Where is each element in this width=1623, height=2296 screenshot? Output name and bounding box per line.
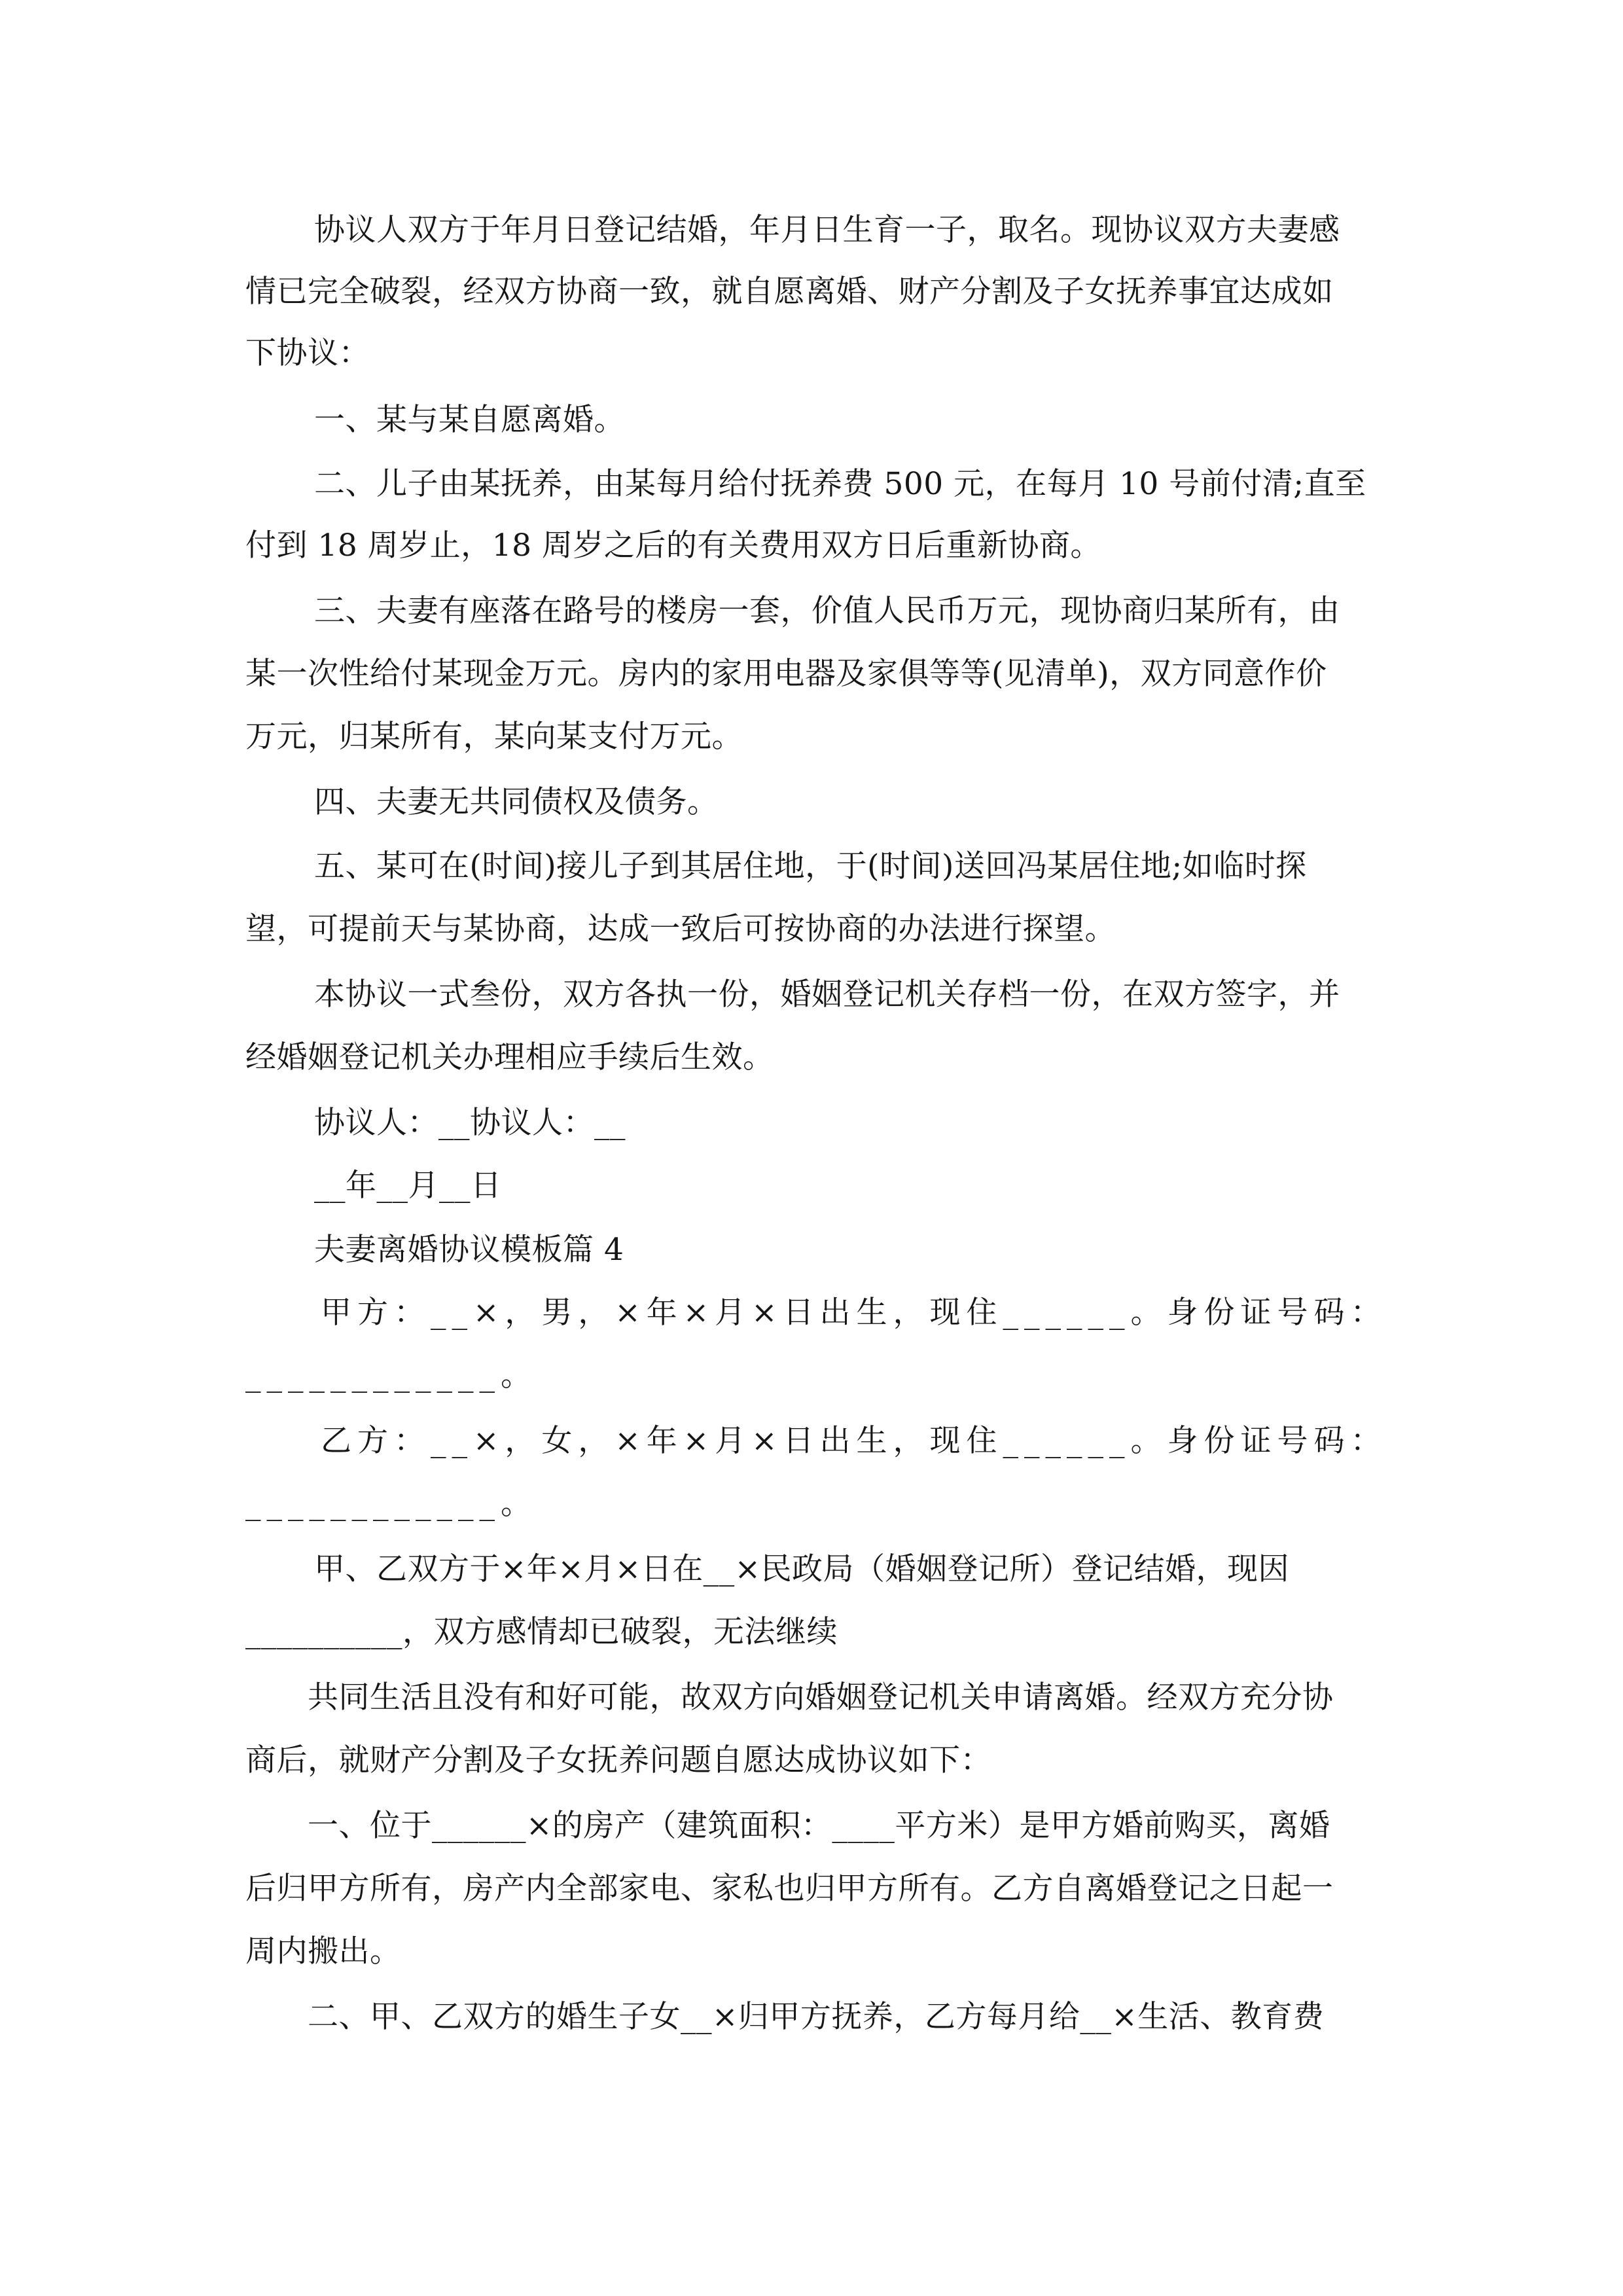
paragraph-line: 周内搬出。 (245, 1933, 401, 1969)
paragraph-line: 二、儿子由某抚养，由某每月给付抚养费 500 元，在每月 10 号前付清;直至 (314, 466, 1366, 502)
signature-line: 协议人：__协议人：__ (314, 1105, 626, 1141)
paragraph-line: 二、甲、乙双方的婚生子女__×归甲方抚养，乙方每月给__×生活、教育费 (308, 1999, 1325, 2035)
paragraph-line: __________，双方感情却已破裂，无法继续 (245, 1614, 838, 1650)
paragraph-line: 一、位于______×的房产（建筑面积：____平方米）是甲方婚前购买，离婚 (308, 1808, 1330, 1844)
paragraph-line: 协议人双方于年月日登记结婚，年月日生育一子，取名。现协议双方夫妻感 (314, 212, 1340, 248)
party-b-id-line: ____________。 (245, 1486, 537, 1522)
paragraph-line: 后归甲方所有，房产内全部家电、家私也归甲方所有。乙方自离婚登记之日起一 (245, 1871, 1334, 1907)
paragraph-line: 一、某与某自愿离婚。 (314, 402, 625, 438)
paragraph-line: 某一次性给付某现金万元。房内的家用电器及家俱等等(见清单)，双方同意作价 (245, 656, 1327, 692)
paragraph-line: 五、某可在(时间)接儿子到其居住地，于(时间)送回冯某居住地;如临时探 (314, 848, 1307, 884)
section-title: 夫妻离婚协议模板篇 4 (314, 1232, 624, 1268)
paragraph-line: 甲、乙双方于×年×月×日在__×民政局（婚姻登记所）登记结婚，现因 (314, 1551, 1290, 1587)
party-b-line: 乙方：__×，女，×年×月×日出生，现住______。身份证号码： (321, 1423, 1387, 1459)
paragraph-line: 万元，归某所有，某向某支付万元。 (245, 719, 743, 755)
party-a-line: 甲方：__×，男，×年×月×日出生，现住______。身份证号码： (321, 1295, 1387, 1331)
paragraph-line: 商后，就财产分割及子女抚养问题自愿达成协议如下： (245, 1742, 991, 1778)
paragraph-line: 付到 18 周岁止，18 周岁之后的有关费用双方日后重新协商。 (245, 528, 1101, 564)
paragraph-line: 下协议： (245, 335, 370, 371)
paragraph-line: 共同生活且没有和好可能，故双方向婚姻登记机关申请离婚。经双方充分协 (308, 1679, 1334, 1715)
paragraph-line: 三、夫妻有座落在路号的楼房一套，价值人民币万元，现协商归某所有，由 (314, 593, 1340, 629)
paragraph-line: 四、夫妻无共同债权及债务。 (314, 784, 719, 820)
date-line: __年__月__日 (314, 1168, 502, 1204)
paragraph-line: 情已完全破裂，经双方协商一致，就自愿离婚、财产分割及子女抚养事宜达成如 (245, 274, 1334, 310)
paragraph-line: 望，可提前天与某协商，达成一致后可按协商的办法进行探望。 (245, 911, 1116, 947)
party-a-id-line: ____________。 (245, 1357, 537, 1393)
paragraph-line: 经婚姻登记机关办理相应手续后生效。 (245, 1039, 774, 1075)
paragraph-line: 本协议一式叁份，双方各执一份，婚姻登记机关存档一份，在双方签字，并 (314, 977, 1340, 1013)
